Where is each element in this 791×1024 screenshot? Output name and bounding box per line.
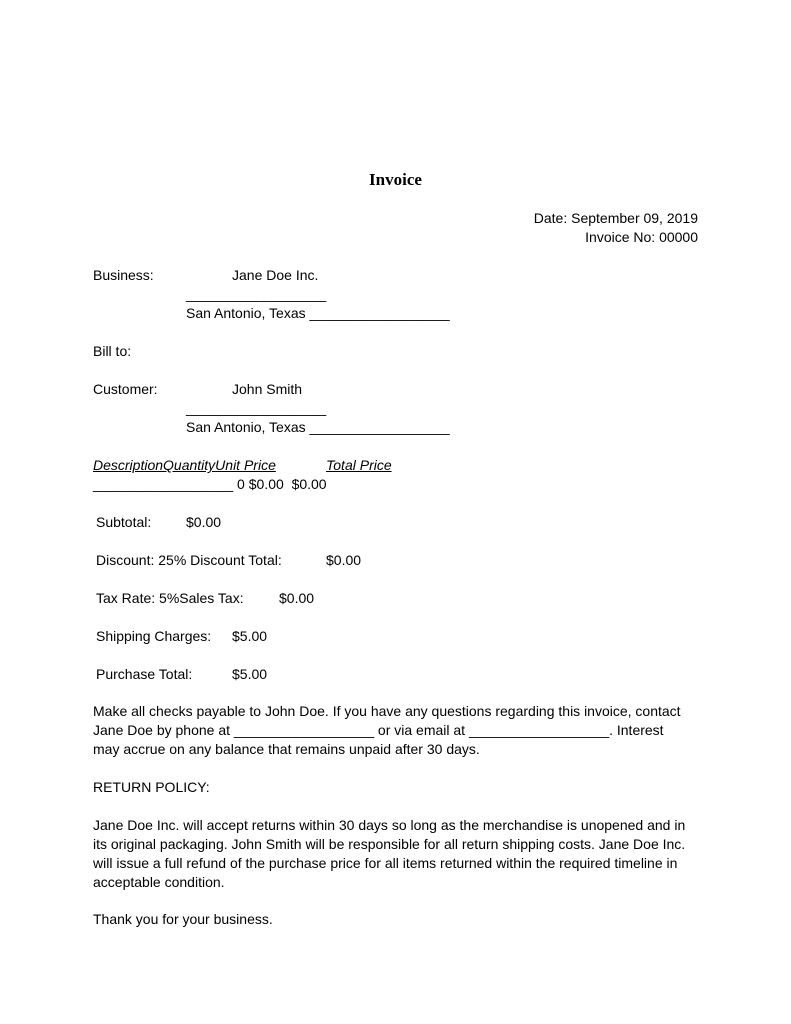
return-policy-text: Jane Doe Inc. will accept returns within 30 days so long as the merchandise is unopened and in its original packaging. John Smith will be responsible for all return shipping costs. Jane Doe Inc. will issue a full refund of the purchase price for all items returned within the required timeline in acceptable condition. bbox=[93, 817, 686, 890]
discount-label: Discount: 25% Discount Total: bbox=[96, 552, 282, 568]
customer-address-line-1: __________________ bbox=[186, 400, 327, 416]
closing-line: Thank you for your business. bbox=[93, 911, 273, 927]
purchase-total-value: $5.00 bbox=[232, 666, 268, 682]
subtotal-value: $0.00 bbox=[186, 514, 222, 530]
header-total-price: Total Price bbox=[326, 457, 392, 473]
discount-value: $0.00 bbox=[326, 552, 362, 568]
subtotal-label: Subtotal: bbox=[96, 514, 152, 530]
shipping-label: Shipping Charges: bbox=[96, 628, 212, 644]
shipping-value: $5.00 bbox=[232, 628, 268, 644]
bill-to-label: Bill to: bbox=[93, 343, 132, 359]
customer-address-line-2: San Antonio, Texas __________________ bbox=[186, 419, 450, 435]
return-policy-heading: RETURN POLICY: bbox=[93, 779, 210, 795]
purchase-total-label: Purchase Total: bbox=[96, 666, 193, 682]
row-description: __________________ bbox=[93, 476, 234, 492]
invoice-number: Invoice No: 00000 bbox=[585, 229, 698, 245]
customer-name: John Smith bbox=[232, 381, 303, 397]
tax-label: Tax Rate: 5%Sales Tax: bbox=[96, 590, 244, 606]
page-title: Invoice bbox=[369, 170, 422, 189]
header-unit-price: Unit Price bbox=[215, 457, 276, 473]
business-name: Jane Doe Inc. bbox=[232, 267, 319, 283]
table-row bbox=[93, 475, 327, 494]
business-address-line-1: __________________ bbox=[186, 286, 327, 302]
table-header-row bbox=[93, 456, 276, 475]
payment-note: Make all checks payable to John Doe. If you have any questions regarding this invoice, contact Jane Doe by phone at __________________ or via email at __________________. Interest may accrue on any balance that remains unpaid after 30 days. bbox=[93, 703, 681, 757]
header-description: Description bbox=[93, 457, 164, 473]
row-unit-price: $0.00 bbox=[248, 476, 284, 492]
business-label: Business: bbox=[93, 267, 154, 283]
row-quantity: 0 bbox=[237, 476, 245, 492]
invoice-date: Date: September 09, 2019 bbox=[533, 210, 698, 226]
business-address-line-2: San Antonio, Texas __________________ bbox=[186, 305, 450, 321]
customer-label: Customer: bbox=[93, 381, 158, 397]
row-total-price: $0.00 bbox=[291, 476, 327, 492]
header-total-price-cell bbox=[326, 456, 392, 475]
header-quantity: Quantity bbox=[163, 457, 216, 473]
tax-value: $0.00 bbox=[279, 590, 315, 606]
